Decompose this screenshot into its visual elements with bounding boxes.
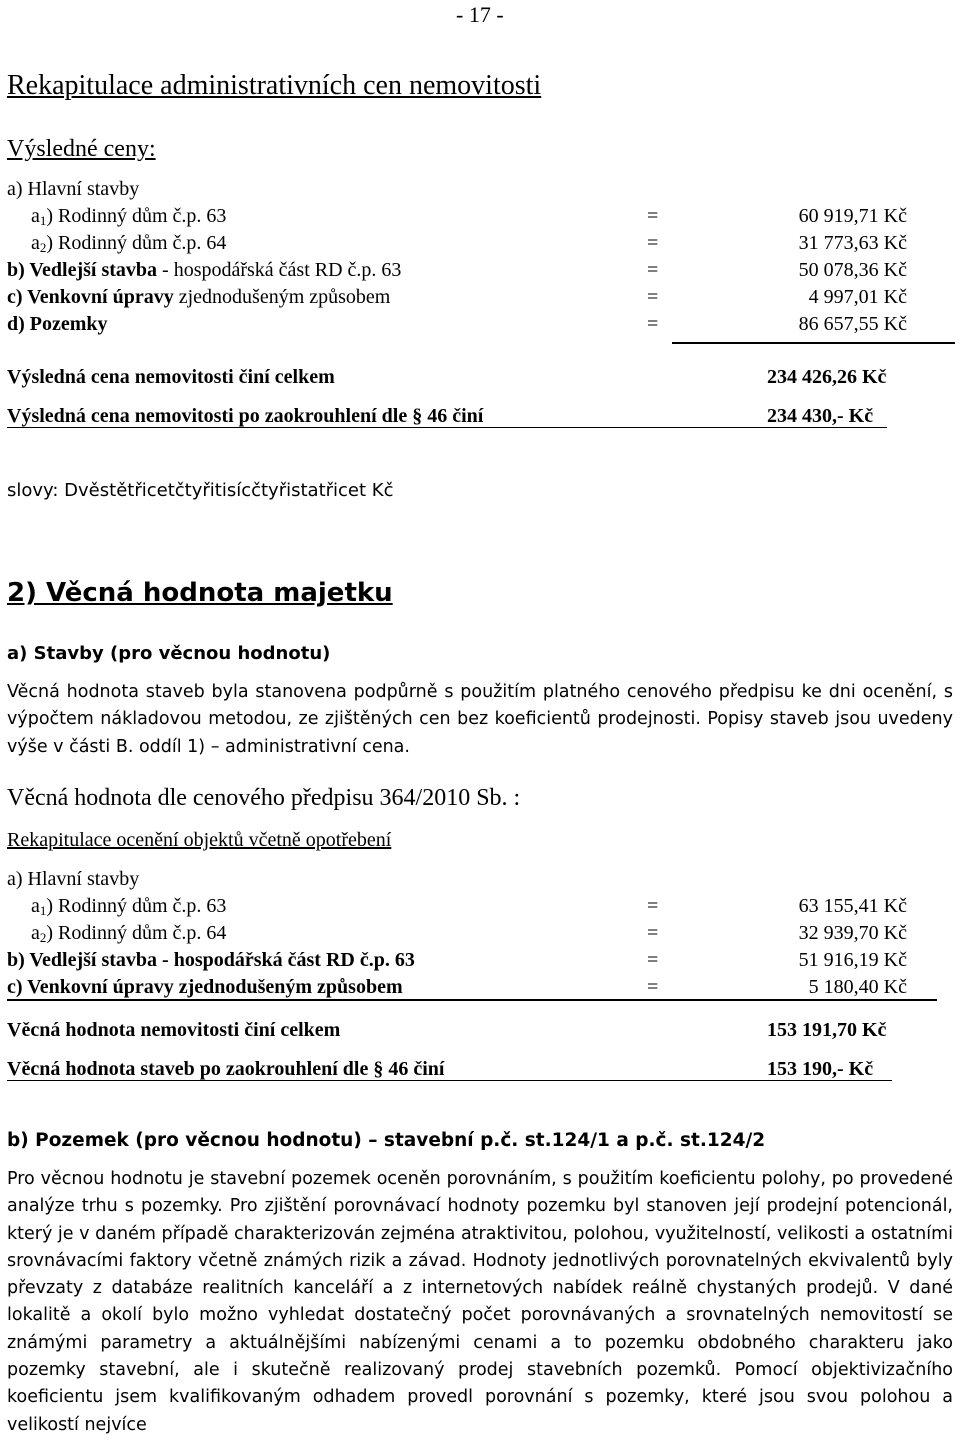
rounded-label: Výsledná cena nemovitosti po zaokrouhlení dle § 46 činí <box>7 405 484 427</box>
row-value: 32 939,70 Kč <box>798 922 907 944</box>
row-value: 31 773,63 Kč <box>798 232 907 254</box>
row-subscript: 1 <box>39 213 47 228</box>
row-label: ) Rodinný dům č.p. 64 <box>46 232 227 254</box>
row-prefix: a <box>31 205 40 227</box>
row-b: b) Vedlejší stavba - hospodářská část RD č.p. 63 <box>7 949 415 971</box>
row-label: - hospodářská část RD č.p. 63 <box>157 259 402 281</box>
equals-sign: = <box>647 232 659 254</box>
row-subscript: 2 <box>39 240 47 255</box>
section2-title: 2) Věcná hodnota majetku <box>7 578 393 608</box>
rounded-underline <box>7 1080 892 1081</box>
equals-sign: = <box>647 259 659 281</box>
sum-divider <box>7 999 937 1001</box>
group-a-label: a) Hlavní stavby <box>7 178 140 200</box>
row-b <box>7 259 401 282</box>
section2-sub-a: a) Stavby (pro věcnou hodnotu) <box>7 643 331 664</box>
section2-sub-b: b) Pozemek (pro věcnou hodnotu) – stavební p.č. st.124/1 a p.č. st.124/2 <box>7 1130 766 1151</box>
row-d: d) Pozemky <box>7 313 108 335</box>
sum-divider <box>672 342 955 344</box>
row-a1 <box>31 205 226 229</box>
equals-sign: = <box>647 976 659 998</box>
row-value: 4 997,01 Kč <box>808 286 907 308</box>
row-prefix: a <box>31 895 40 917</box>
rounded-value: 153 190,- Kč <box>767 1058 874 1080</box>
rounded-label: Věcná hodnota staveb po zaokrouhlení dle § 46 činí <box>7 1058 445 1080</box>
row-value: 60 919,71 Kč <box>798 205 907 227</box>
equals-sign: = <box>647 895 659 917</box>
equals-sign: = <box>647 313 659 335</box>
row-c <box>7 286 390 309</box>
total-label: Výsledná cena nemovitosti činí celkem <box>7 366 335 388</box>
section1-title: Rekapitulace administrativních cen nemovitosti <box>7 70 542 101</box>
section2-paragraph-2: Pro věcnou hodnotu je stavební pozemek oceněn porovnáním, s použitím koeficientu polohy, po provedené analýze trhu s pozemky. Pro zjištění porovnávací hodnoty pozemku byl stanoven její prodejní potencionál, který je v daném případě charakterizován zejména atraktivitou, polohou, využitelností, velikosti a ostatními srovnávacími faktory včetně známých rizik a závad. Hodnoty jednotlivých porovnatelných ekvivalentů byly převzaty z databáze realitních kanceláří a z internetových nabídek reálně chystaných prodejů. V dané lokalitě a okolí bylo možno vyhledat dostatečný počet porovnávaných a srovnatelných nemovitostí se známými parametry a aktuálnějšími nabízenými cenami a to pozemku obdobného charakteru jako pozemky stavební, ale i skutečně realizovaný prodej stavebních pozemků. Pomocí objektivizačního koeficientu jsem kvalifikovaným odhadem provedl porovnání s pozemky, které jsou svou polohou a velikostí nejvíce <box>7 1169 953 1435</box>
row-value: 51 916,19 Kč <box>798 949 907 971</box>
section2-paragraph-1: Věcná hodnota staveb byla stanovena podpůrně s použitím platného cenového předpisu ke dni ocenění, s výpočtem nákladovou metodou, ze zjištěných cen bez koeficientů prodejnosti. Popisy staveb jsou uvedeny výše v části B. oddíl 1) – administrativní cena. <box>7 682 953 757</box>
total-label: Věcná hodnota nemovitosti činí celkem <box>7 1019 341 1041</box>
row-label: zjednodušeným způsobem <box>173 286 391 308</box>
row-value: 5 180,40 Kč <box>808 976 907 998</box>
equals-sign: = <box>647 922 659 944</box>
row-a2 <box>31 922 226 946</box>
row-prefix: a <box>31 232 40 254</box>
equals-sign: = <box>647 949 659 971</box>
row-subscript: 2 <box>39 930 47 945</box>
total-value: 153 191,70 Kč <box>767 1019 887 1041</box>
row-a2 <box>31 232 226 256</box>
group-a-label: a) Hlavní stavby <box>7 868 140 890</box>
section1-subtitle: Výsledné ceny: <box>7 136 156 162</box>
regulation-heading: Věcná hodnota dle cenového předpisu 364/2010 Sb. : <box>7 785 521 811</box>
rounded-value: 234 430,- Kč <box>767 405 874 427</box>
row-c: c) Venkovní úpravy zjednodušeným způsobem <box>7 976 403 998</box>
rounded-underline <box>7 427 887 428</box>
row-label-bold: b) Vedlejší stavba <box>7 259 158 281</box>
equals-sign: = <box>647 205 659 227</box>
row-label: ) Rodinný dům č.p. 63 <box>46 205 227 227</box>
row-subscript: 1 <box>39 903 47 918</box>
row-a1 <box>31 895 226 919</box>
row-value: 50 078,36 Kč <box>798 259 907 281</box>
page-number: - 17 - <box>456 2 504 27</box>
row-label: ) Rodinný dům č.p. 64 <box>46 922 227 944</box>
recap-title: Rekapitulace ocenění objektů včetně opotřebení <box>7 829 392 851</box>
row-label-bold: c) Venkovní úpravy <box>7 286 174 308</box>
row-prefix: a <box>31 922 40 944</box>
total-value: 234 426,26 Kč <box>767 366 887 388</box>
amount-in-words: slovy: Dvěstětřicetčtyřitisícčtyřistatřicet Kč <box>7 480 394 501</box>
equals-sign: = <box>647 286 659 308</box>
row-label: ) Rodinný dům č.p. 63 <box>46 895 227 917</box>
row-value: 63 155,41 Kč <box>798 895 907 917</box>
row-value: 86 657,55 Kč <box>798 313 907 335</box>
